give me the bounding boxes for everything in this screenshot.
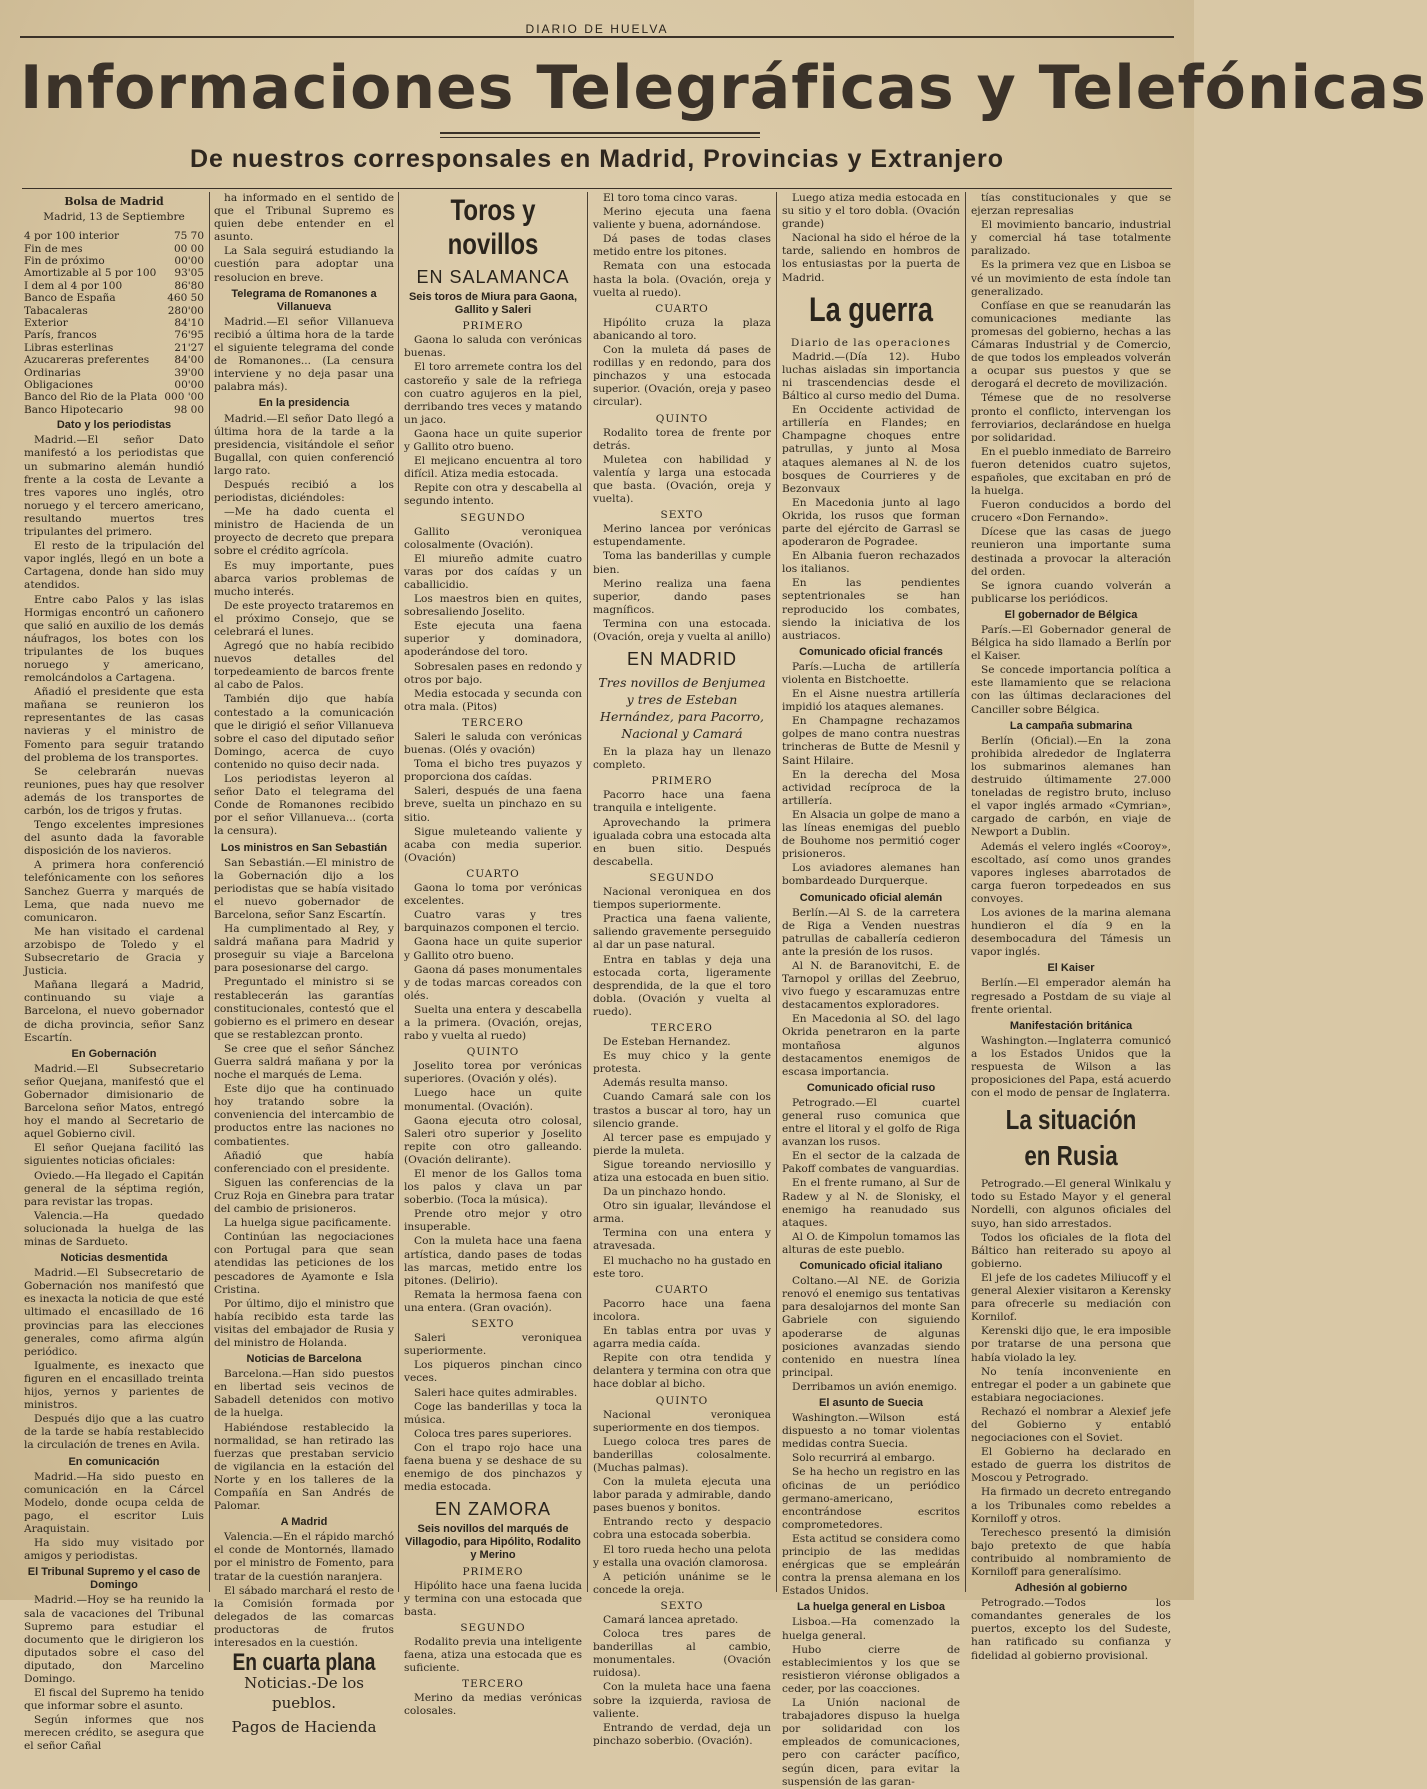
paragraph: Entrando de verdad, deja un pinchazo soberbio. (Ovación). bbox=[593, 1721, 771, 1747]
paragraph: Después dijo que a las cuatro de la tarde se había restablecido la circulación de trenes en Avila. bbox=[24, 1413, 204, 1452]
paragraph: El mejicano encuentra al toro difícil. Atiza media estocada. bbox=[404, 455, 582, 481]
paragraph: Termina con una entera y atravesada. bbox=[593, 1227, 771, 1253]
paragraph: Los aviadores alemanes han bombardeado Durquerque. bbox=[782, 862, 960, 888]
table-cell: 00 00 bbox=[173, 242, 204, 255]
round-label: SEXTO bbox=[660, 1599, 704, 1612]
table-row bbox=[24, 342, 204, 354]
article-heading: Noticias de Barcelona bbox=[246, 1353, 362, 1366]
paragraph: París.—Lucha de artillería violenta en Bistchoette. bbox=[782, 660, 960, 686]
paragraph: En las pendientes septentrionales se han reproducido los combates, siendo la iniciativa de los austriacos. bbox=[782, 577, 960, 642]
article-heading: Comunicado oficial alemán bbox=[799, 891, 943, 904]
paragraph: En tablas entra por uvas y agarra media caída. bbox=[593, 1325, 771, 1351]
paragraph: Pacorro hace una faena incolora. bbox=[593, 1297, 771, 1323]
article-heading: Adhesión al gobierno bbox=[1014, 1582, 1128, 1595]
paragraph: En el pueblo inmediato de Barreiro fueron detenidos cuatro sujetos, españoles, que excitaban en pró de la huelga. bbox=[971, 445, 1171, 498]
round-label: SEGUNDO bbox=[649, 871, 715, 884]
paragraph: Madrid.—(Día 12). Hubo luchas aisladas sin importancia ni trascendencias desde el Báltico al curso medio del Duma. bbox=[782, 350, 960, 403]
round-label: TERCERO bbox=[462, 716, 524, 729]
article-heading: Noticias desmentida bbox=[60, 1252, 168, 1265]
paragraph: Además el velero inglés «Cooroy», escoltado, así como unos grandes vapores ingleses abarrotados de carga fueron torpedeados en sus convoyes. bbox=[971, 840, 1171, 905]
table-row bbox=[24, 280, 204, 292]
newspaper-name: DIARIO DE HUELVA bbox=[516, 22, 679, 36]
table-row bbox=[24, 305, 204, 317]
paragraph: Luego coloca tres pares de banderillas colosalmente. (Muchas palmas). bbox=[593, 1435, 771, 1474]
paragraph: Tengo excelentes impresiones del asunto dada la favorable disposición de los navieros. bbox=[24, 819, 204, 858]
paragraph: Gaona dá pases monumentales y de todas marcas coreados con olés. bbox=[404, 963, 582, 1002]
notice-title: En cuarta plana bbox=[232, 1649, 376, 1677]
table-cell: 460 50 bbox=[167, 292, 204, 305]
paragraph: Me han visitado el cardenal arzobispo de Toledo y el Subsecretario de Gracia y Justicia. bbox=[24, 925, 204, 978]
paragraph: Saleri, después de una faena breve, suelta un pinchazo en su sitio. bbox=[404, 785, 582, 824]
paragraph: tías constitucionales y que se ejerzan represalias bbox=[971, 192, 1171, 218]
table-cell: Banco Hipotecario bbox=[24, 403, 124, 416]
paragraph: Gaona hace un quite superior y Gallito otro bueno. bbox=[404, 936, 582, 962]
table-cell: 76'95 bbox=[174, 329, 204, 342]
round-label: PRIMERO bbox=[651, 775, 713, 788]
paragraph: Media estocada y secunda con otra mala. (Pitos) bbox=[404, 687, 582, 713]
column-3 bbox=[404, 192, 582, 1718]
table-cell: 00'00 bbox=[174, 255, 204, 267]
table-cell: 98 00 bbox=[173, 403, 204, 416]
paragraph: Los periodistas leyeron al señor Dato el telegrama del Conde de Romanones recibido por el señor Villanueva... (corta la censura). bbox=[214, 773, 394, 838]
paragraph: Ha sido muy visitado por amigos y periodistas. bbox=[24, 1537, 204, 1563]
paragraph: Entrando recto y despacio cobra una estocada soberbia. bbox=[593, 1516, 771, 1542]
paragraph: Berlín (Oficial).—En la zona prohibida alrededor de Inglaterra los submarinos alemanes han destruido últimamente 27.000 toneladas de registro bruto, incluso el vapor inglés armado «Cymrian», cargado de carbón, en viaje de Newport a Dublin. bbox=[971, 734, 1171, 839]
paragraph: Saleri hace quites admirables. bbox=[414, 1386, 578, 1399]
paragraph: Se concede importancia política a este llamamiento que se relaciona con las últimas declaraciones del Canciller sobre Bélgica. bbox=[971, 664, 1171, 716]
table-cell: 93'05 bbox=[174, 267, 204, 280]
article-heading: Telegrama de Romanones a Villanueva bbox=[231, 287, 377, 313]
paragraph: Añadió que había conferenciado con el presidente. bbox=[214, 1149, 394, 1175]
bolsa-title: Bolsa de Madrid bbox=[64, 195, 164, 208]
paragraph: Saleri veroniquea superiormente. bbox=[404, 1332, 582, 1358]
table-cell: Fin de próximo bbox=[24, 255, 105, 267]
paragraph: Siguen las conferencias de la Cruz Roja en Ginebra para tratar del cambio de prisioneros. bbox=[214, 1176, 394, 1216]
paragraph: El menor de los Gallos toma los palos y clava un par soberbio. (Toca la música). bbox=[404, 1168, 582, 1207]
paragraph: Al tercer pase es empujado y pierde la muleta. bbox=[593, 1131, 771, 1157]
paragraph: Gaona lo toma por verónicas excelentes. bbox=[404, 882, 582, 908]
table-cell: Amortizable al 5 por 100 bbox=[24, 267, 157, 280]
paragraph: Confíase en que se reanudarán las comunicaciones mediante las promesas del gobierno, hechas a las Cámaras Industrial y de Comercio, de que todos los empleados volverán a ocupar sus puestos y que se derogará el decreto de movilización. bbox=[971, 299, 1171, 391]
paragraph: En la plaza hay un llenazo completo. bbox=[593, 746, 771, 772]
paragraph: Valencia.—En el rápido marchó el conde de Montornés, llamado por el ministro de Fomento, para tratar de la cuestión naranjera. bbox=[214, 1531, 394, 1583]
column-rule bbox=[209, 192, 210, 1592]
paragraph: El fiscal del Supremo ha tenido que informar sobre el asunto. bbox=[24, 1687, 204, 1713]
table-cell: París, francos bbox=[24, 329, 97, 342]
title-rule bbox=[440, 132, 760, 138]
table-cell: Exterior bbox=[24, 317, 68, 330]
paragraph: Se celebrarán nuevas reuniones, pues hay que resolver además de los transportes de carbón, los de trigos y frutas. bbox=[24, 765, 204, 817]
paragraph: El Gobierno ha declarado en estado de guerra los distritos de Moscou y Petrogrado. bbox=[971, 1446, 1171, 1485]
paragraph: Según informes que nos merecen crédito, se asegura que el señor Cañal bbox=[24, 1714, 204, 1753]
column-4 bbox=[593, 192, 771, 1747]
stock-table bbox=[24, 230, 204, 416]
paragraph: Con la muleta hace una faena sobre la izquierda, raviosa de valiente. bbox=[593, 1681, 771, 1720]
round-label: SEXTO bbox=[471, 1318, 515, 1331]
paragraph: Los maestros bien en quites, sobresaliendo Joselito. bbox=[404, 593, 582, 619]
paragraph: Gaona ejecuta otro colosal, Saleri otro superior y Joselito repite con otro galleando. (Ovación delirante). bbox=[404, 1114, 582, 1166]
paragraph: Prende otro mejor y otro insuperable. bbox=[404, 1208, 582, 1234]
article-heading: Diario de las operaciones bbox=[790, 336, 952, 349]
round-label: SEGUNDO bbox=[460, 1621, 526, 1634]
paragraph: Es muy chico y la gente protesta. bbox=[593, 1050, 771, 1076]
paragraph: Practica una faena valiente, saliendo gravemente perseguido al dar un pase natural. bbox=[593, 913, 771, 952]
paragraph: Remata con una estocada hasta la bola. (Ovación, oreja y vuelta al ruedo). bbox=[593, 260, 771, 299]
paragraph: Dá pases de todas clases metido entre los pitones. bbox=[593, 233, 771, 259]
paragraph: Gaona lo saluda con verónicas buenas. bbox=[404, 334, 582, 360]
paragraph: Toma el bicho tres puyazos y proporciona dos caídas. bbox=[404, 758, 582, 784]
paragraph: Al O. de Kimpolun tomamos las alturas de este pueblo. bbox=[782, 1230, 960, 1256]
paragraph: El toro rueda hecho una pelota y estalla una ovación clamorosa. bbox=[593, 1543, 771, 1569]
notice-box bbox=[214, 1649, 394, 1737]
paragraph: Se cree que el señor Sánchez Guerra saldrá mañana y por la noche el marqués de Lema. bbox=[214, 1042, 394, 1082]
paragraph: Con la muleta hace una faena artística, dando pases de todas las marcas, metido entre los pitones. (Delirio). bbox=[404, 1235, 582, 1287]
section-subtitle: EN MADRID bbox=[626, 649, 737, 670]
paragraph: Pacorro hace una faena tranquila e inteligente. bbox=[593, 789, 771, 815]
table-cell: 75 70 bbox=[173, 230, 204, 243]
paragraph: El miureño admite cuatro varas por dos caídas y un caballicidio. bbox=[404, 552, 582, 591]
section-title: Toros y novillos bbox=[447, 194, 539, 261]
paragraph: Este ejecuta una faena superior y dominadora, apoderándose del toro. bbox=[404, 620, 582, 659]
paragraph: En Alsacia un golpe de mano a las líneas enemigas del pueblo de Bouhome nos permitió coger prisioneros. bbox=[782, 808, 960, 861]
paragraph: Témese que de no resolverse pronto el conflicto, intervengan los ferroviarios, declarándose en huelga por solidaridad. bbox=[971, 392, 1171, 444]
paragraph: En Occidente actividad de artillería en Flandes; en Champagne choques entre patrullas, y junto al Mosa ataques alemanes al N. de los bosques de Courrieres y de Bezonvaux bbox=[782, 404, 960, 495]
paragraph: Sigue muleteando valiente y acaba con media superior. (Ovación) bbox=[404, 825, 582, 864]
table-cell: Banco del Rio de la Plata bbox=[24, 391, 158, 404]
paragraph: Sobresalen pases en redondo y otros por bajo. bbox=[404, 660, 582, 686]
table-row bbox=[24, 404, 204, 416]
paragraph: En la derecha del Mosa actividad recíproca de la artillería. bbox=[782, 768, 960, 807]
paragraph: Rodalito previa una inteligente faena, atiza una estocada que es suficiente. bbox=[404, 1636, 582, 1675]
paragraph: El movimiento bancario, industrial y comercial há tase totalmente paralizado. bbox=[971, 219, 1171, 258]
round-label: CUARTO bbox=[466, 867, 520, 880]
paragraph: La Unión nacional de trabajadores dispuso la huelga por solidaridad con los empleados de comunicaciones, pero con carácter pacífico, según dicen, para evitar la suspensión de las garan- bbox=[782, 1697, 960, 1788]
paragraph: En Albania fueron rechazados los italianos. bbox=[782, 550, 960, 576]
paragraph: Sigue toreando nerviosillo y atiza una estocada en buen sitio. bbox=[593, 1158, 771, 1184]
paragraph: Con la muleta dá pases de rodillas y en redondo, para dos pinchazos y una estocada superior. (Ovación, oreja y paseo circular). bbox=[593, 344, 771, 409]
notice-line: Noticias.-De los pueblos. bbox=[244, 1674, 364, 1713]
paragraph: Luego atiza media estocada en su sitio y el toro dobla. (Ovación grande) bbox=[782, 192, 960, 231]
paragraph: Joselito torea por verónicas superiores. (Ovación y olés). bbox=[404, 1060, 582, 1086]
column-rule bbox=[398, 192, 399, 1592]
table-row bbox=[24, 367, 204, 379]
paragraph: Termina con una estocada. (Ovación, oreja y vuelta al anillo) bbox=[593, 617, 771, 643]
paragraph: Cuatro varas y tres barquinazos componen el tercio. bbox=[404, 909, 582, 935]
article-heading: El asunto de Suecia bbox=[819, 1396, 923, 1409]
masthead-title: Informaciones Telegráficas y Telefónicas bbox=[20, 53, 1427, 123]
paragraph: Suelta una entera y descabella a la primera. (Ovación, orejas, rabo y vuelta al ruedo) bbox=[404, 1003, 582, 1043]
paragraph: A petición unánime se le concede la oreja. bbox=[593, 1570, 771, 1596]
paragraph: En Champagne rechazamos golpes de mano contra nuestras trincheras de Butte de Mesnil y Saint Hilaire. bbox=[782, 715, 960, 767]
paragraph: Hipólito hace una faena lucida y termina con una estocada que basta. bbox=[404, 1579, 582, 1618]
article-heading: Seis novillos del marqués de Villagodio, para Hipólito, Rodalito y Merino bbox=[405, 1523, 581, 1562]
paragraph: Añadió el presidente que esta mañana se reunieron los representantes de las casas navieras y el ministro de Fomento para seguir tratando del problema de los transportes. bbox=[24, 686, 204, 764]
paragraph: Gallito veroniquea colosalmente (Ovación). bbox=[404, 525, 582, 551]
paragraph: Repite con otra tendida y delantera y termina con otra que hace doblar al bicho. bbox=[593, 1352, 771, 1391]
table-cell: Tabacaleras bbox=[24, 304, 88, 317]
paragraph: Los piqueros pinchan cinco veces. bbox=[404, 1359, 582, 1385]
running-header bbox=[20, 22, 1174, 38]
paragraph: Washington.—Inglaterra comunicó a los Estados Unidos que la respuesta de Wilson a las proposiciones del Papa, está acuerdo con el modo de pensar de Inglaterra. bbox=[971, 1034, 1171, 1100]
round-label: QUINTO bbox=[655, 412, 709, 425]
paragraph: San Sebastián.—El ministro de la Gobernación dijo a los periodistas que se había visitado el nuevo gobernador de Barcelona, señor Sanz Escartín. bbox=[214, 856, 394, 921]
paragraph: Coge las banderillas y toca la música. bbox=[404, 1400, 582, 1426]
article-heading: A Madrid bbox=[280, 1516, 328, 1529]
table-cell: Banco de España bbox=[24, 292, 116, 305]
paragraph: Igualmente, es inexacto que figuren en el encasillado treinta hijos, yernos y parientes de ministros. bbox=[24, 1359, 204, 1412]
paragraph: Preguntado el ministro si se restablecerán las garantías constitucionales, contestó que el gobierno es el primero en desear que se restablezcan pronto. bbox=[214, 976, 394, 1041]
article-heading: La campaña submarina bbox=[1009, 719, 1133, 732]
paragraph: Los aviones de la marina alemana hundieron el día 9 en la desembocadura del Támesis un vapor inglés. bbox=[971, 906, 1171, 959]
column-rule bbox=[587, 192, 588, 1592]
paragraph: Da un pinchazo hondo. bbox=[603, 1186, 726, 1199]
paragraph: Terechesco presentó la dimisión bajo pretexto de que había contribuido al nombramiento de Korniloff para generalísimo. bbox=[971, 1526, 1171, 1578]
paragraph: El jefe de los cadetes Miliucoff y el general Alexier visitaron a Kerensky para ofrecerle su mediación con Kornilof. bbox=[971, 1271, 1171, 1324]
subheadline: De nuestros corresponsales en Madrid, Provincias y Extranjero bbox=[189, 145, 1005, 173]
article-heading: Tres novillos de Benjumea y tres de Esteban Hernández, para Pacorro, Nacional y Camará bbox=[598, 675, 766, 742]
paragraph: Nacional veroniquea en dos tiempos superiormente. bbox=[593, 886, 771, 912]
paragraph: Con la muleta ejecuta una labor parada y admirable, dando pases buenos y bonitos. bbox=[593, 1476, 771, 1515]
table-row bbox=[24, 329, 204, 341]
paragraph: Remata la hermosa faena con una entera. (Gran ovación). bbox=[404, 1288, 582, 1314]
paragraph: Mañana llegará a Madrid, continuando su viaje a Barcelona, el nuevo gobernador de dicha provincia, señor Sanz Escartín. bbox=[24, 979, 204, 1044]
table-cell: 86'80 bbox=[174, 279, 204, 292]
table-cell: 39'00 bbox=[174, 366, 204, 379]
article-heading: En comunicación bbox=[68, 1455, 160, 1468]
paragraph: Entre cabo Palos y las islas Hormigas encontró un cañonero que salió en auxilio de los demás náufragos, los botes con los tripulantes de los buques noruego y americano, remolcándolos a Cartagena. bbox=[24, 593, 204, 685]
paragraph: Hubo cierre de establecimientos y los que se resistieron viéronse obligados a ceder, por las coacciones. bbox=[782, 1643, 960, 1695]
paragraph: Gaona hace un quite superior y Gallito otro bueno. bbox=[404, 427, 582, 454]
column-rule bbox=[965, 192, 966, 1592]
paragraph: Nacional veroniquea superiormente en dos tiempos. bbox=[593, 1408, 771, 1434]
table-row bbox=[24, 391, 204, 403]
table-cell: Azucareras preferentes bbox=[24, 354, 150, 367]
paragraph: Con el trapo rojo hace una faena buena y se deshace de su enemigo de dos pinchazos y media estocada. bbox=[404, 1441, 582, 1494]
table-cell: I dem al 4 por 100 bbox=[24, 279, 123, 292]
table-cell: 000 '00 bbox=[164, 391, 204, 404]
article-heading: Dato y los periodistas bbox=[56, 419, 172, 432]
table-cell: 4 por 100 interior bbox=[24, 230, 120, 243]
article-heading: El gobernador de Bélgica bbox=[1004, 608, 1138, 621]
table-cell: Libras esterlinas bbox=[24, 341, 114, 354]
paragraph: Camará lancea apretado. bbox=[603, 1614, 739, 1626]
paragraph: Madrid.—El señor Villanueva recibió a última hora de la tarde el siguiente telegrama del conde de Romanones... (La censura interviene y no deja pasar una palabra más). bbox=[214, 315, 394, 394]
paragraph: Rechazó el nombrar a Alexief jefe del Gobierno y entabló negociaciones con el Soviet. bbox=[971, 1405, 1171, 1445]
paragraph: Solo recurrirá al embargo. bbox=[792, 1452, 936, 1465]
paragraph: Madrid.—El Subsecretario de Gobernación nos manifestó que es inexacta la noticia de que esté ultimado el encasillado de 16 provincias para las elecciones generales, como afirma algún periódico. bbox=[24, 1267, 204, 1358]
paragraph: Se ignora cuando volverán a publicarse los periódicos. bbox=[971, 579, 1171, 605]
paragraph: Merino ejecuta una faena valiente y buena, adornándose. bbox=[593, 206, 771, 232]
paragraph: Ha firmado un decreto entregando a los Tribunales como rebeldes a Korniloff y otros. bbox=[971, 1486, 1171, 1525]
column-1 bbox=[24, 192, 204, 1753]
paragraph: La huelga sigue pacificamente. bbox=[224, 1217, 392, 1230]
round-label: PRIMERO bbox=[462, 1565, 524, 1578]
article-heading: Manifestación británica bbox=[1009, 1019, 1133, 1032]
paragraph: Por último, dijo el ministro que había recibido esta tarde las visitas del embajador de Rusia y del ministro de Holanda. bbox=[214, 1297, 394, 1349]
round-label: SEGUNDO bbox=[460, 511, 526, 524]
paragraph: —Me ha dado cuenta el ministro de Hacienda de un proyecto de decreto que prepara sobre el crédito agrícola. bbox=[214, 506, 394, 558]
paragraph: Merino lancea por verónicas estupendamente. bbox=[593, 523, 771, 549]
round-label: CUARTO bbox=[655, 1283, 709, 1296]
paragraph: Agregó que no había recibido nuevos detalles del torpedeamiento de barcos frente al cabo de Palos. bbox=[214, 640, 394, 692]
paragraph: Continúan las negociaciones con Portugal para que sean atendidas las peticiones de los pescadores de Ayamonte e Isla Cristina. bbox=[214, 1231, 394, 1296]
bolsa-date: Madrid, 13 de Septiembre bbox=[43, 211, 185, 224]
paragraph: Coloca tres pares superiores. bbox=[414, 1427, 572, 1440]
paragraph: En el Aisne nuestra artillería impidió los ataques alemanes. bbox=[782, 688, 960, 714]
paragraph: Fueron conducidos a bordo del crucero «Don Fernando». bbox=[971, 499, 1171, 525]
column-rule bbox=[776, 192, 777, 1592]
article-heading: Seis toros de Miura para Gaona, Gallito y Saleri bbox=[408, 291, 578, 317]
paragraph: Washington.—Wilson está dispuesto a no tomar violentas medidas contra Suecia. bbox=[782, 1412, 960, 1451]
section-divider bbox=[22, 188, 1172, 189]
table-row bbox=[24, 354, 204, 366]
paragraph: De Esteban Hernandez. bbox=[603, 1036, 731, 1049]
table-cell: 00'00 bbox=[174, 379, 204, 392]
paragraph: Petrogrado.—El general Winlkalu y todo su Estado Mayor y el general Nordelli, con algunos oficiales del suyo, han sido arrestados. bbox=[971, 1178, 1171, 1230]
paragraph: Kerenski dijo que, le era imposible por tratarse de una persona que había violado la ley. bbox=[971, 1325, 1171, 1364]
paragraph: Saleri le saluda con verónicas buenas. (Olés y ovación) bbox=[404, 731, 582, 757]
table-cell: 84'00 bbox=[174, 354, 204, 367]
paragraph: Este dijo que ha continuado hoy tratando sobre la conveniencia del intercambio de productos entre las naciones no combatientes. bbox=[214, 1083, 394, 1148]
paragraph: Madrid.—Ha sido puesto en comunicación en la Cárcel Modelo, donde ocupa celda de pago, el escritor Luis Araquistain. bbox=[24, 1470, 204, 1535]
article-heading: Comunicado oficial francés bbox=[799, 645, 943, 658]
paragraph: Entra en tablas y deja una estocada corta, ligeramente desprendida, de la que el toro dobla. (Ovación y vuelta al ruedo). bbox=[593, 953, 771, 1018]
paragraph: Madrid.—El señor Dato llegó a última hora de la tarde a la presidencia, visitándole el señor Bugallal, con quien conferenció largo rato. bbox=[214, 412, 394, 477]
round-label: QUINTO bbox=[466, 1046, 520, 1059]
paragraph: El resto de la tripulación del vapor inglés, llegó en un bote a Cartagena, donde han sido muy atendidos. bbox=[24, 540, 204, 592]
round-label: PRIMERO bbox=[462, 320, 524, 333]
paragraph: Coltano.—Al NE. de Gorizia renovó el enemigo sus tentativas para desalojarnos del monte San Gabriele con siguiendo apoderarse de algunas posiciones avanzadas siendo contenido en nuestra línea principal. bbox=[782, 1275, 960, 1379]
column-5 bbox=[782, 192, 960, 1788]
article-heading: El Tribunal Supremo y el caso de Domingo bbox=[27, 1566, 201, 1592]
column-6 bbox=[971, 192, 1171, 1662]
paragraph: También dijo que había contestado a la comunicación que le dirigió el señor Villanueva sobre el caso del diputado señor Domingo, acerca de cuyo contenido no quiso decir nada. bbox=[214, 693, 394, 771]
paragraph: Lisboa.—Ha comenzado la huelga general. bbox=[782, 1616, 960, 1642]
paragraph: Madrid.—El Subsecretario señor Quejana, manifestó que el Gobernador dimisionario de Barcelona señor Matos, entregó hoy el mando al Secretario de aquel Gobierno civil. bbox=[24, 1062, 204, 1141]
paragraph: El toro toma cinco varas. bbox=[603, 192, 738, 204]
section-subtitle: EN SALAMANCA bbox=[416, 267, 570, 287]
paragraph: Aprovechando la primera igualada cobra una estocada alta en buen sitio. Después descabella. bbox=[593, 816, 771, 868]
paragraph: Coloca tres pares de banderillas al cambio, monumentales. (Ovación ruidosa). bbox=[593, 1628, 771, 1680]
paragraph: Cuando Camará sale con los trastos a buscar al toro, hay un silencio grande. bbox=[593, 1091, 771, 1130]
table-cell: 84'10 bbox=[174, 317, 204, 330]
paragraph: El muchacho no ha gustado en este toro. bbox=[593, 1254, 771, 1280]
section-subtitle: EN ZAMORA bbox=[434, 1499, 551, 1520]
paragraph: Después recibió a los periodistas, diciéndoles: bbox=[214, 478, 394, 505]
section-title: La situación en Rusia bbox=[1005, 1104, 1137, 1172]
article-heading: La huelga general en Lisboa bbox=[797, 1601, 945, 1614]
paragraph: Merino realiza una faena superior, dando pases magníficos. bbox=[593, 577, 771, 616]
table-cell: 21'27 bbox=[174, 341, 204, 354]
table-row bbox=[24, 267, 204, 279]
paragraph: Toma las banderillas y cumple bien. bbox=[593, 550, 771, 576]
round-label: TERCERO bbox=[462, 1678, 524, 1691]
paragraph: No tenía inconveniente en entregar el poder a un gabinete que estabiara negociaciones. bbox=[971, 1365, 1171, 1404]
round-label: SEXTO bbox=[660, 509, 704, 522]
table-cell: Ordinarias bbox=[24, 366, 81, 379]
paragraph: Otro sin igualar, llevándose el arma. bbox=[593, 1200, 771, 1226]
paragraph: Valencia.—Ha quedado solucionada la huelga de las minas de Sardueto. bbox=[24, 1209, 204, 1248]
article-heading: Comunicado oficial italiano bbox=[799, 1260, 943, 1273]
table-cell: Fin de mes bbox=[24, 242, 83, 255]
round-label: TERCERO bbox=[651, 1021, 713, 1034]
paragraph: Oviedo.—Ha llegado el Capitán general de la séptima región, para revistar las tropas. bbox=[24, 1169, 204, 1208]
paragraph: Es la primera vez que en Lisboa se vé un movimiento de esta índole tan generalizado. bbox=[971, 259, 1171, 298]
paragraph: Petrogrado.—El cuartel general ruso comunica que entre el litoral y el golfo de Riga avanzan los rusos. bbox=[782, 1096, 960, 1149]
paragraph: Madrid.—El señor Dato manifestó a los periodistas que un submarino alemán hundió frente a la costa de Levante a tres vapores uno inglés, otro noruego y el tercero americano, resultando muertos tres tripulantes del primero. bbox=[24, 434, 204, 539]
paragraph: El sábado marchará el resto de la Comisión formada por delegados de las comarcas productoras de frutos interesados en la cuestión. bbox=[214, 1584, 394, 1650]
paragraph: En el sector de la calzada de Pakoff combates de vanguardias. bbox=[782, 1150, 960, 1176]
section-title: La guerra bbox=[809, 290, 933, 329]
paragraph: En el frente rumano, al Sur de Radew y al N. de Slonisky, el enemigo ha reanudado sus ataques. bbox=[782, 1177, 960, 1229]
paragraph: Muletea con habilidad y valentía y larga una estocada que basta. (Ovación, oreja y vuelta). bbox=[593, 453, 771, 506]
table-row bbox=[24, 255, 204, 267]
table-cell: Obligaciones bbox=[24, 379, 93, 392]
paragraph: Esta actitud se considera como principio de las medidas enérgicas que se empleárán contra la prensa alemana en los Estados Unidos. bbox=[782, 1532, 960, 1598]
paragraph: Se ha hecho un registro en las oficinas de un periódico germano-americano, encontrándose escritos comprometedores. bbox=[782, 1466, 960, 1531]
paragraph: De este proyecto trataremos en el próximo Consejo, que se celebrará el lunes. bbox=[214, 599, 395, 638]
paragraph: La Sala seguirá estudiando la cuestión para adoptar una resolucion en breve. bbox=[214, 245, 394, 284]
paragraph: Al N. de Baranovitchi, E. de Tarnopol y orillas del Zeebruo, vivo fuego y escaramuzas entre destacamentos exploradores. bbox=[782, 959, 960, 1012]
column-2 bbox=[214, 192, 395, 1737]
table-row bbox=[24, 243, 204, 255]
paragraph: Es muy importante, pues abarca varios problemas de mucho interés. bbox=[214, 559, 394, 598]
table-row bbox=[24, 230, 204, 242]
table-cell: 280'00 bbox=[167, 304, 204, 317]
paragraph: ha informado en el sentido de que el Tribunal Supremo es quien debe entender en el asunto. bbox=[214, 192, 394, 244]
paragraph: París.—El Gobernador general de Bélgica ha sido llamado a Berlín por el Kaiser. bbox=[971, 624, 1171, 663]
article-heading: Comunicado oficial ruso bbox=[806, 1081, 936, 1094]
article-heading: Los ministros en San Sebastián bbox=[220, 841, 388, 854]
paragraph: En Macedonia junto al lago Okrida, los rusos que forman parte del ejército de Garrasl se apoderaron de Pogradee. bbox=[782, 496, 960, 549]
paragraph: Ha cumplimentado al Rey, y saldrá mañana para Madrid y proseguir su viaje a Barcelona para posesionarse del cargo. bbox=[214, 923, 394, 975]
table-row bbox=[24, 379, 204, 391]
paragraph: Rodalito torea de frente por detrás. bbox=[593, 426, 771, 452]
article-heading: En la presidencia bbox=[258, 397, 350, 410]
paragraph: Habiéndose restablecido la normalidad, se han retirado las fuerzas que prestaban servicio de vigilancia en la estación del Norte y en los talleres de la Compañía en San Andrés de Palomar. bbox=[214, 1421, 394, 1513]
table-row bbox=[24, 292, 204, 304]
paragraph: Hipólito cruza la plaza abanicando al toro. bbox=[593, 316, 771, 342]
paragraph: Luego hace un quite monumental. (Ovación). bbox=[404, 1087, 582, 1113]
paragraph: Berlín.—Al S. de la carretera de Riga a Venden nuestras patrullas de caballería cedieron ante la presión de los rusos. bbox=[782, 906, 960, 958]
article-heading: En Gobernación bbox=[71, 1047, 157, 1060]
paragraph: En Macedonia al SO. del lago Okrida penetraron en la parte montañosa algunos destacamentos enemigos de escasa importancia. bbox=[782, 1013, 960, 1078]
paragraph: Derribamos un avión enemigo. bbox=[792, 1380, 958, 1393]
paragraph: El señor Quejana facilitó las siguientes noticias oficiales: bbox=[24, 1142, 204, 1168]
paragraph: A primera hora conferenció telefónicamente con los señores Sanchez Guerra y marqués de Lema, que nada nuevo me comunicaron. bbox=[24, 859, 204, 924]
table-row bbox=[24, 317, 204, 329]
paragraph: Repite con otra y descabella al segundo intento. bbox=[404, 482, 582, 508]
paragraph: Madrid.—Hoy se ha reunido la sala de vacaciones del Tribunal Supremo para estudiar el documento que le dirigieron los diputados sobre el caso del diputado, don Marcelino Domingo. bbox=[24, 1594, 204, 1685]
paragraph: Petrogrado.—Todos los comandantes generales de los puertos, excepto los del Sudeste, han ratificado su confianza y fidelidad al gobierno provisional. bbox=[971, 1597, 1171, 1662]
round-label: CUARTO bbox=[655, 302, 709, 315]
paragraph: Merino da medias verónicas colosales. bbox=[404, 1692, 582, 1718]
paragraph: Barcelona.—Han sido puestos en libertad seis vecinos de Sabadell detenidos con motivo de la huelga. bbox=[214, 1368, 394, 1420]
paragraph: Dícese que las casas de juego reunieron una importante suma destinada a provocar la alteración del orden. bbox=[971, 526, 1171, 578]
paragraph: Todos los oficiales de la flota del Báltico han reiterado su apoyo al gobierno. bbox=[971, 1231, 1171, 1270]
notice-line: Pagos de Hacienda bbox=[231, 1718, 377, 1737]
article-heading: El Kaiser bbox=[1047, 962, 1095, 975]
paragraph: El toro arremete contra los del castoreño y sale de la refriega con cuatro agujeros en la piel, derribando tres veces y matando un jaco. bbox=[404, 361, 582, 426]
round-label: QUINTO bbox=[655, 1394, 709, 1407]
paragraph: Nacional ha sido el héroe de la tarde, saliendo en hombros de los entusiastas por la puerta de Madrid. bbox=[782, 232, 960, 284]
paragraph: Además resulta manso. bbox=[603, 1077, 728, 1090]
paragraph: Berlín.—El emperador alemán ha regresado a Postdam de su viaje al frente oriental. bbox=[971, 977, 1171, 1016]
